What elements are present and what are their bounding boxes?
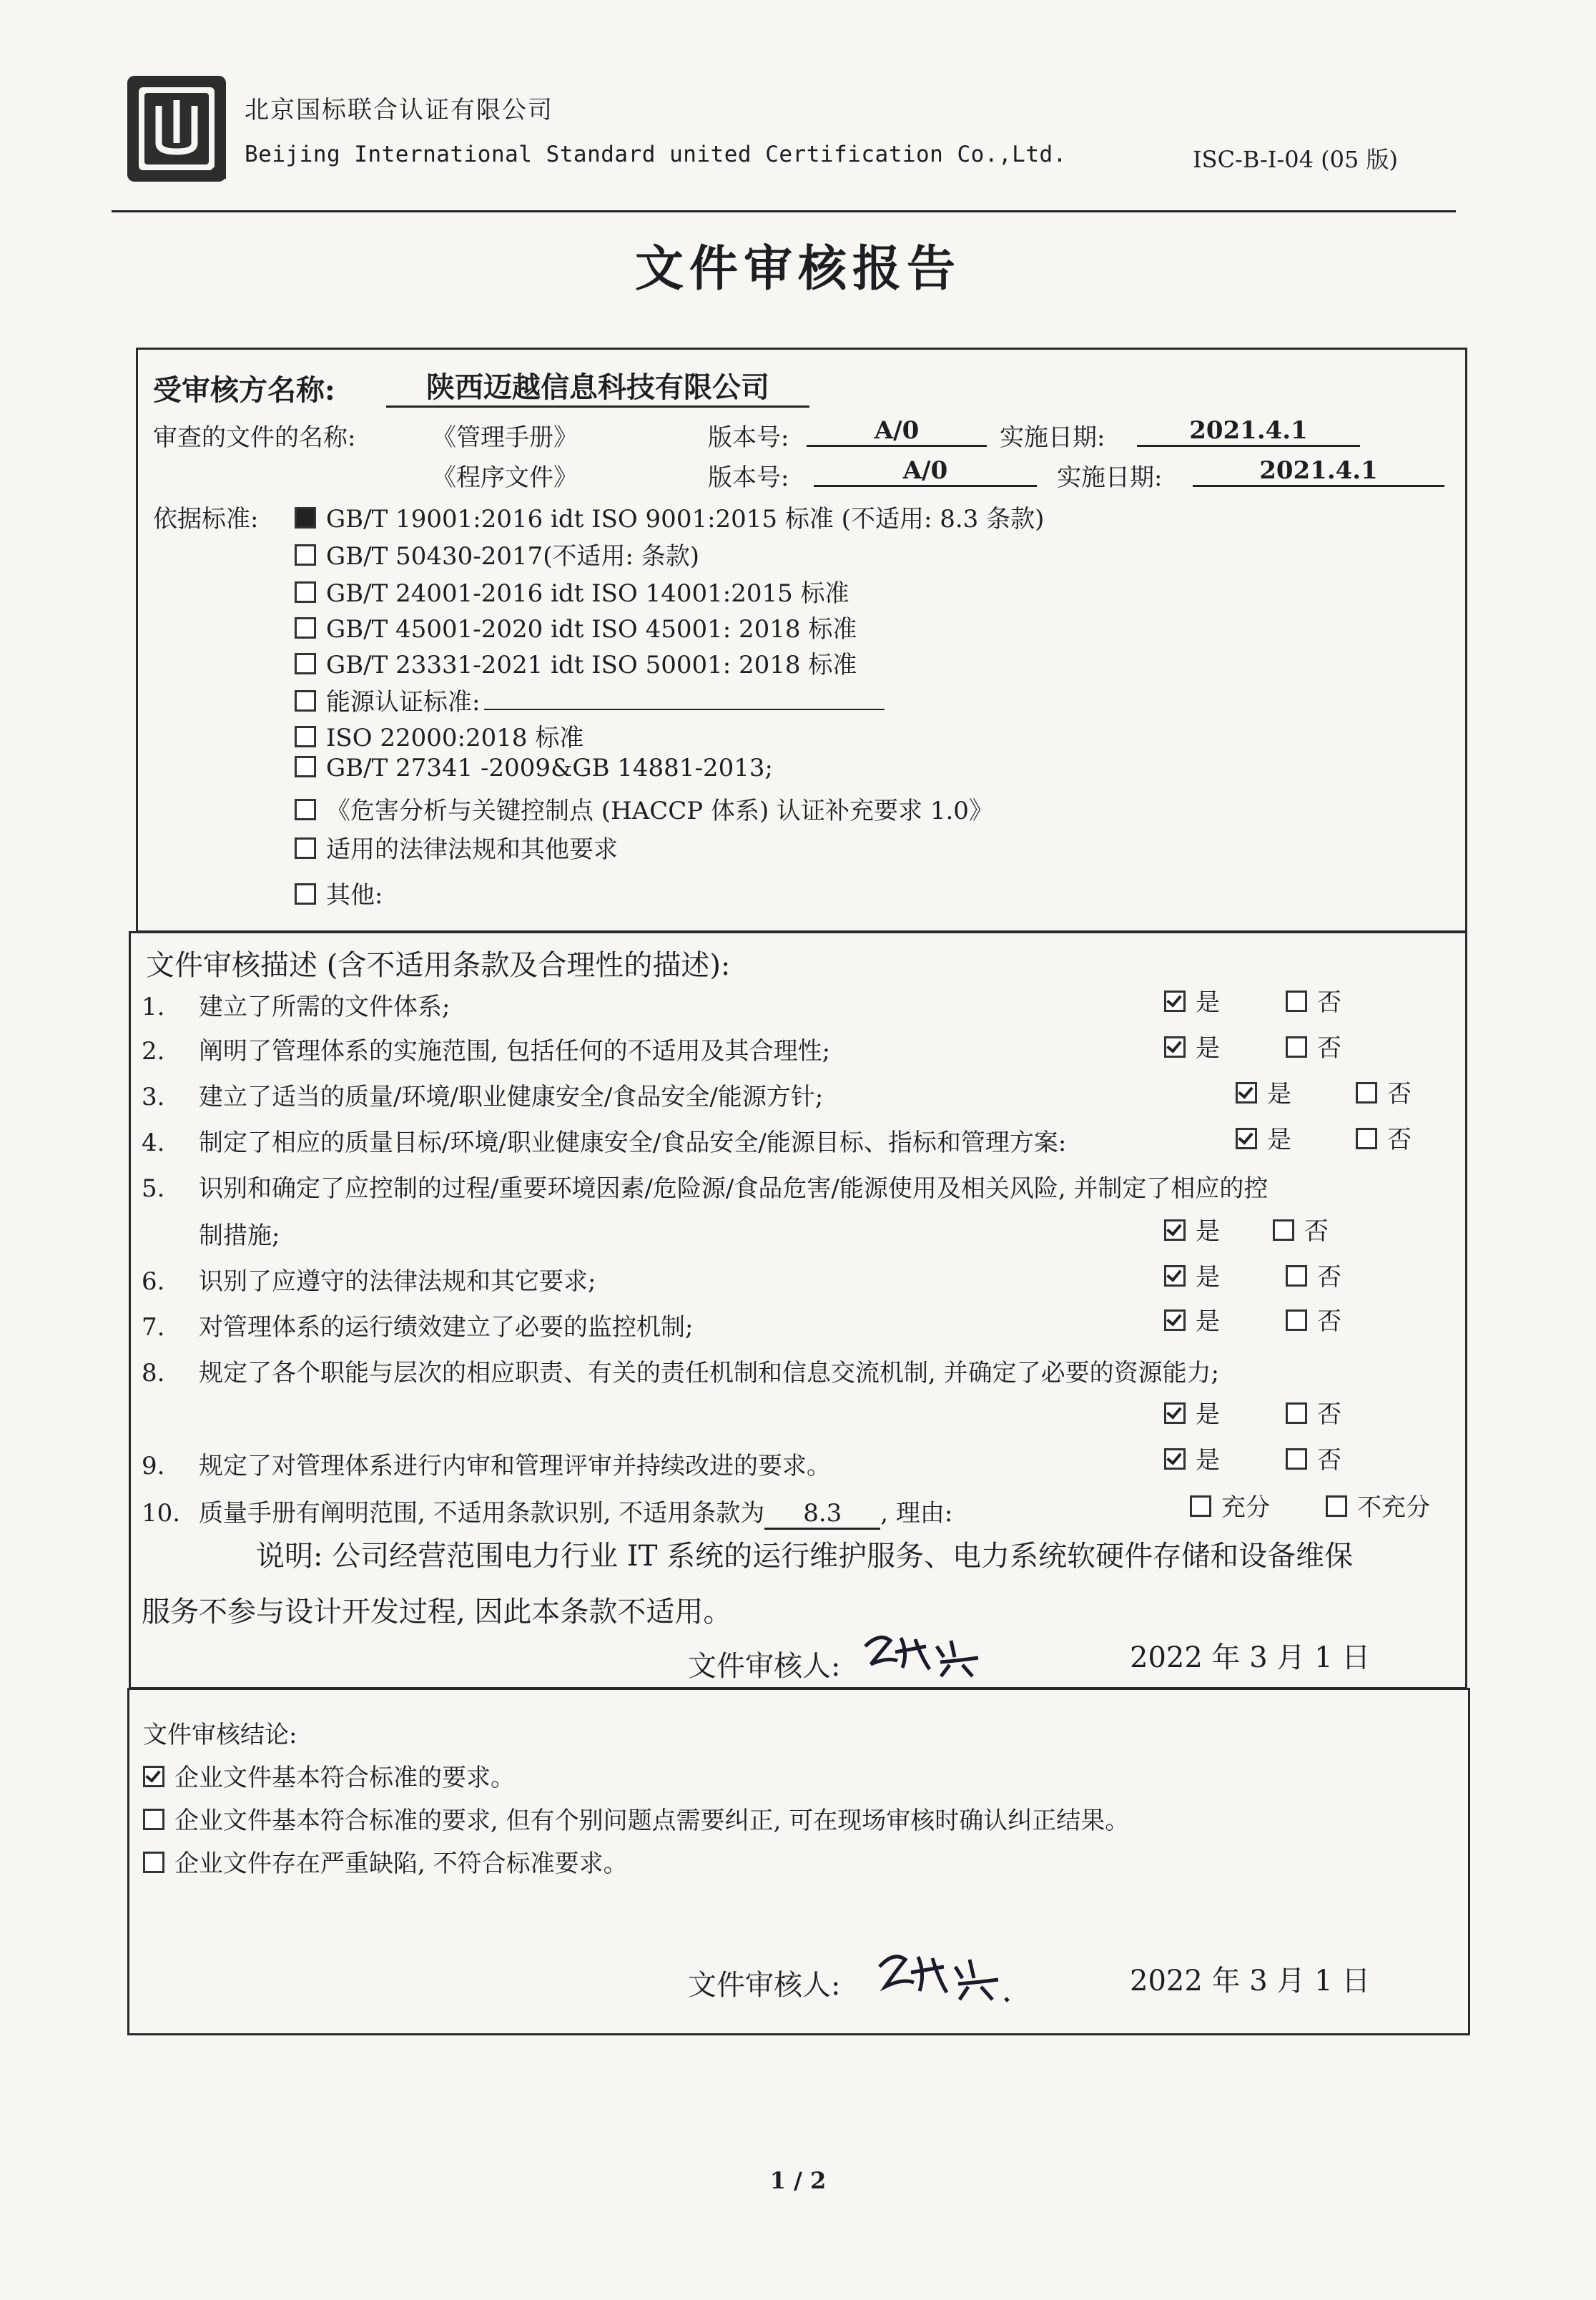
doc-date-wrap-2 <box>1193 456 1444 487</box>
reviewer-signature <box>858 1625 994 1682</box>
doc-version-wrap-2 <box>814 456 1037 487</box>
standard-item: 其他: <box>295 875 383 910</box>
header-divider <box>112 210 1456 212</box>
checkbox[interactable] <box>295 883 316 905</box>
note-line-1: 说明: 公司经营范围电力行业 IT 系统的运行维护服务、电力系统软硬件存储和设备维保 <box>256 1540 1354 1573</box>
standard-item: 《危害分析与关键控制点 (HACCP 体系) 认证补充要求 1.0》 <box>295 791 993 826</box>
review-yes: 是 <box>1164 983 1220 1018</box>
doc-name-2: 《程序文件》 <box>432 463 578 492</box>
conclusion-reviewer-label: 文件审核人: <box>688 1969 841 2002</box>
document-code: ISC-B-I-04 (05 版) <box>1193 146 1398 173</box>
page-number: 1 / 2 <box>769 2167 827 2194</box>
standard-item: 能源认证标准: <box>295 682 885 717</box>
checkbox-checked[interactable] <box>1236 1128 1257 1149</box>
checkbox[interactable] <box>143 1852 164 1873</box>
review-no: 否 <box>1286 1302 1341 1337</box>
sufficient-option: 充分 <box>1190 1488 1270 1523</box>
standard-item: GB/T 50430-2017(不适用: 条款) <box>295 536 699 571</box>
audited-party-value-wrap <box>386 365 809 408</box>
company-logo <box>123 72 230 186</box>
company-name-en: Beijing International Standard united Certification Co.,Ltd. <box>245 142 1067 167</box>
review-item: 5. 识别和确定了应控制的过程/重要环境因素/危险源/食品危害/能源使用及相关风险, 并制定了相应的控 <box>142 1174 1269 1203</box>
review-item: 1. 建立了所需的文件体系; <box>142 993 450 1021</box>
checkbox-checked[interactable] <box>1236 1082 1257 1104</box>
checkbox[interactable] <box>295 617 316 639</box>
doc-version-2: A/0 <box>814 456 1037 487</box>
energy-standard-blank[interactable] <box>484 687 885 710</box>
review-yes: 是 <box>1164 1302 1220 1337</box>
checkbox[interactable] <box>1190 1495 1211 1517</box>
report-title: 文件审核报告 <box>634 240 961 298</box>
review-yes: 是 <box>1164 1257 1220 1292</box>
checkbox-checked[interactable] <box>1164 1402 1186 1424</box>
review-item: 4. 制定了相应的质量目标/环境/职业健康安全/食品安全/能源目标、指标和管理方案: <box>142 1129 1067 1157</box>
checkbox[interactable] <box>295 544 316 566</box>
checkbox[interactable] <box>295 726 316 747</box>
company-name-cn: 北京国标联合认证有限公司 <box>245 96 553 124</box>
conclusion-item: 企业文件基本符合标准的要求, 但有个别问题点需要纠正, 可在现场审核时确认纠正结果。 <box>143 1801 1129 1836</box>
checkbox[interactable] <box>295 690 316 712</box>
standards-label: 依据标准: <box>153 505 259 534</box>
checkbox-filled[interactable] <box>295 507 316 529</box>
checkbox-checked[interactable] <box>1164 991 1186 1012</box>
standard-item: GB/T 24001-2016 idt ISO 14001:2015 标准 <box>295 574 849 609</box>
checkbox[interactable] <box>295 581 316 603</box>
review-no: 否 <box>1286 1028 1341 1063</box>
review-yes: 是 <box>1164 1440 1220 1475</box>
checkbox[interactable] <box>1286 991 1307 1012</box>
review-item-cont: 制措施; <box>199 1222 280 1250</box>
doc-name-1: 《管理手册》 <box>432 423 578 452</box>
doc-version-1: A/0 <box>807 416 987 447</box>
doc-date-1: 2021.4.1 <box>1137 416 1360 447</box>
conclusion-item: 企业文件基本符合标准的要求。 <box>143 1758 515 1793</box>
checkbox[interactable] <box>295 653 316 674</box>
review-no: 否 <box>1356 1074 1412 1109</box>
review-no: 否 <box>1286 983 1341 1018</box>
review-item: 7. 对管理体系的运行绩效建立了必要的监控机制; <box>142 1313 694 1342</box>
review-no: 否 <box>1273 1212 1329 1247</box>
conclusion-heading: 文件审核结论: <box>143 1721 297 1749</box>
doc-date-2: 2021.4.1 <box>1193 456 1444 487</box>
checkbox-checked[interactable] <box>1164 1036 1186 1058</box>
review-no: 否 <box>1286 1440 1341 1475</box>
review-no: 否 <box>1286 1395 1341 1430</box>
audited-party-label: 受审核方名称: <box>153 373 335 407</box>
checkbox-checked[interactable] <box>1164 1309 1186 1331</box>
checkbox[interactable] <box>1286 1448 1307 1470</box>
checkbox[interactable] <box>1286 1402 1307 1424</box>
audited-party-name: 陕西迈越信息科技有限公司 <box>386 365 809 408</box>
review-no: 否 <box>1356 1120 1412 1155</box>
review-no: 否 <box>1286 1257 1341 1292</box>
review-yes: 是 <box>1236 1120 1291 1155</box>
review-item: 6. 识别了应遵守的法律法规和其它要求; <box>142 1267 596 1296</box>
standard-item: GB/T 23331-2021 idt ISO 50001: 2018 标准 <box>295 645 857 680</box>
review-yes: 是 <box>1164 1395 1220 1430</box>
checkbox[interactable] <box>295 756 316 777</box>
conclusion-date: 2022 年 3 月 1 日 <box>1130 1965 1371 1997</box>
checkbox[interactable] <box>1356 1082 1377 1104</box>
checkbox[interactable] <box>295 799 316 820</box>
doc-version-wrap-1 <box>807 416 987 447</box>
review-heading: 文件审核描述 (含不适用条款及合理性的描述): <box>146 949 731 982</box>
review-item: 9. 规定了对管理体系进行内审和管理评审并持续改进的要求。 <box>142 1452 831 1480</box>
checkbox[interactable] <box>143 1809 164 1830</box>
checkbox-checked[interactable] <box>143 1766 164 1787</box>
files-label: 审查的文件的名称: <box>153 423 356 452</box>
checkbox[interactable] <box>1356 1128 1377 1149</box>
conclusion-item: 企业文件存在严重缺陷, 不符合标准要求。 <box>143 1844 628 1879</box>
review-yes: 是 <box>1164 1028 1220 1063</box>
conclusion-signature <box>872 1942 1015 2007</box>
review-yes: 是 <box>1236 1074 1291 1109</box>
clause-value: 8.3 <box>764 1499 880 1530</box>
review-date: 2022 年 3 月 1 日 <box>1130 1641 1371 1674</box>
doc-version-label-2: 版本号: <box>708 463 789 492</box>
review-item: 2. 阐明了管理体系的实施范围, 包括任何的不适用及其合理性; <box>142 1037 831 1066</box>
note-line-2: 服务不参与设计开发过程, 因此本条款不适用。 <box>142 1596 732 1628</box>
checkbox[interactable] <box>295 837 316 859</box>
checkbox-checked[interactable] <box>1164 1448 1186 1470</box>
checkbox[interactable] <box>1286 1265 1307 1287</box>
doc-date-label-1: 实施日期: <box>1000 423 1105 452</box>
standard-item: 适用的法律法规和其他要求 <box>295 830 618 865</box>
review-yes: 是 <box>1164 1212 1220 1247</box>
standard-item: GB/T 27341 -2009&GB 14881-2013; <box>295 754 773 782</box>
checkbox-checked[interactable] <box>1164 1265 1186 1287</box>
review-item: 3. 建立了适当的质量/环境/职业健康安全/食品安全/能源方针; <box>142 1083 824 1111</box>
checkbox-checked[interactable] <box>1164 1219 1186 1241</box>
reviewer-label: 文件审核人: <box>688 1650 841 1683</box>
review-item-10: 10. 质量手册有阐明范围, 不适用条款识别, 不适用条款为 8.3 , 理由: <box>142 1493 952 1530</box>
checkbox[interactable] <box>1273 1219 1294 1241</box>
doc-date-wrap-1 <box>1137 416 1360 447</box>
doc-version-label-1: 版本号: <box>708 423 789 452</box>
checkbox[interactable] <box>1286 1036 1307 1058</box>
standard-item: GB/T 45001-2020 idt ISO 45001: 2018 标准 <box>295 609 857 644</box>
doc-date-label-2: 实施日期: <box>1057 463 1163 492</box>
review-item: 8. 规定了各个职能与层次的相应职责、有关的责任机制和信息交流机制, 并确定了必要的资源能力; <box>142 1359 1220 1387</box>
checkbox[interactable] <box>1286 1309 1307 1331</box>
insufficient-option: 不充分 <box>1326 1488 1430 1523</box>
checkbox[interactable] <box>1326 1495 1347 1517</box>
standard-item: ISO 22000:2018 标准 <box>295 718 583 753</box>
standard-item: GB/T 19001:2016 idt ISO 9001:2015 标准 (不适用: 8.3 条款) <box>295 499 1044 534</box>
